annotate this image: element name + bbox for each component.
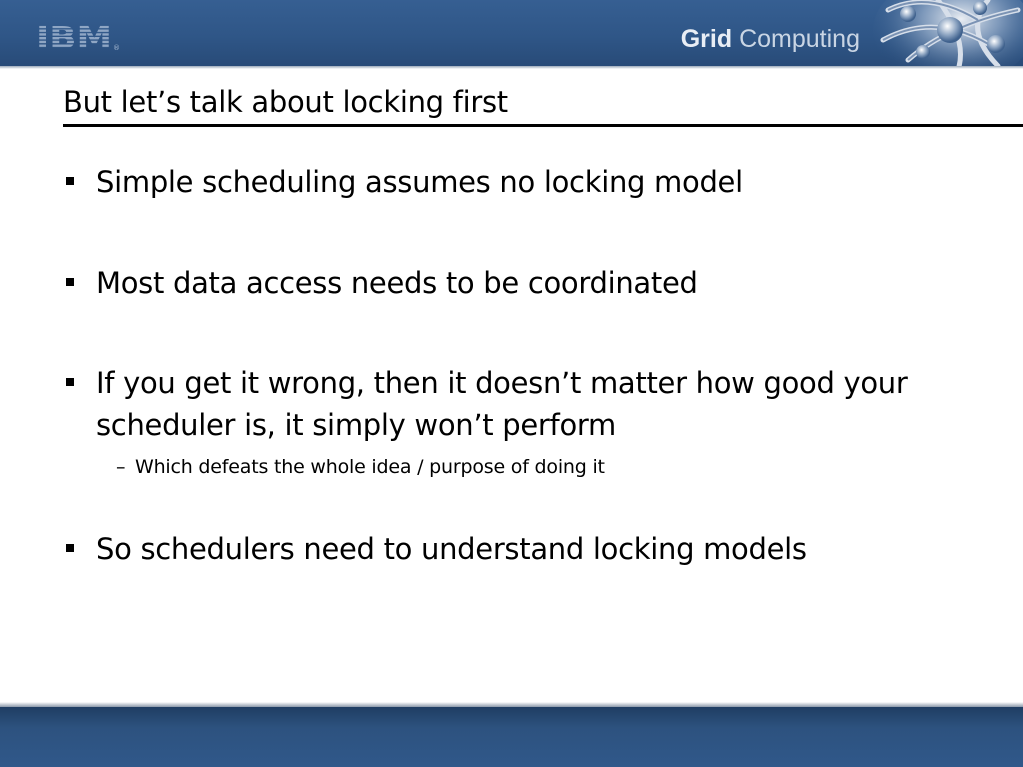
svg-text:IBM: IBM — [36, 22, 112, 52]
bullet-marker — [66, 378, 74, 386]
title-underline — [63, 124, 1023, 127]
bullet-item: If you get it wrong, then it doesn’t matter how good your scheduler is, it simply won’t perform — [96, 366, 908, 442]
footer-bar — [0, 707, 1023, 767]
bullet-item: Simple scheduling assumes no locking model — [96, 165, 743, 199]
ibm-registered-mark: ® — [113, 44, 120, 52]
product-title — [681, 24, 860, 54]
bullet-marker — [66, 278, 74, 286]
sub-bullet-item: Which defeats the whole idea / purpose of doing it — [135, 456, 605, 478]
product-title-light: Computing — [739, 25, 860, 53]
grid-globe-icon — [868, 0, 1023, 66]
header-bar — [0, 0, 1023, 66]
product-title-bold: Grid — [680, 25, 733, 53]
bullet-marker — [66, 177, 74, 185]
sub-bullet-marker: – — [116, 456, 126, 478]
bullet-item: Most data access needs to be coordinated — [96, 266, 698, 300]
slide-title: But let’s talk about locking first — [63, 85, 508, 119]
ibm-logo — [36, 22, 112, 52]
bullet-marker — [66, 544, 74, 552]
header-shadow — [0, 66, 1023, 69]
bullet-item: So schedulers need to understand locking models — [96, 532, 807, 566]
